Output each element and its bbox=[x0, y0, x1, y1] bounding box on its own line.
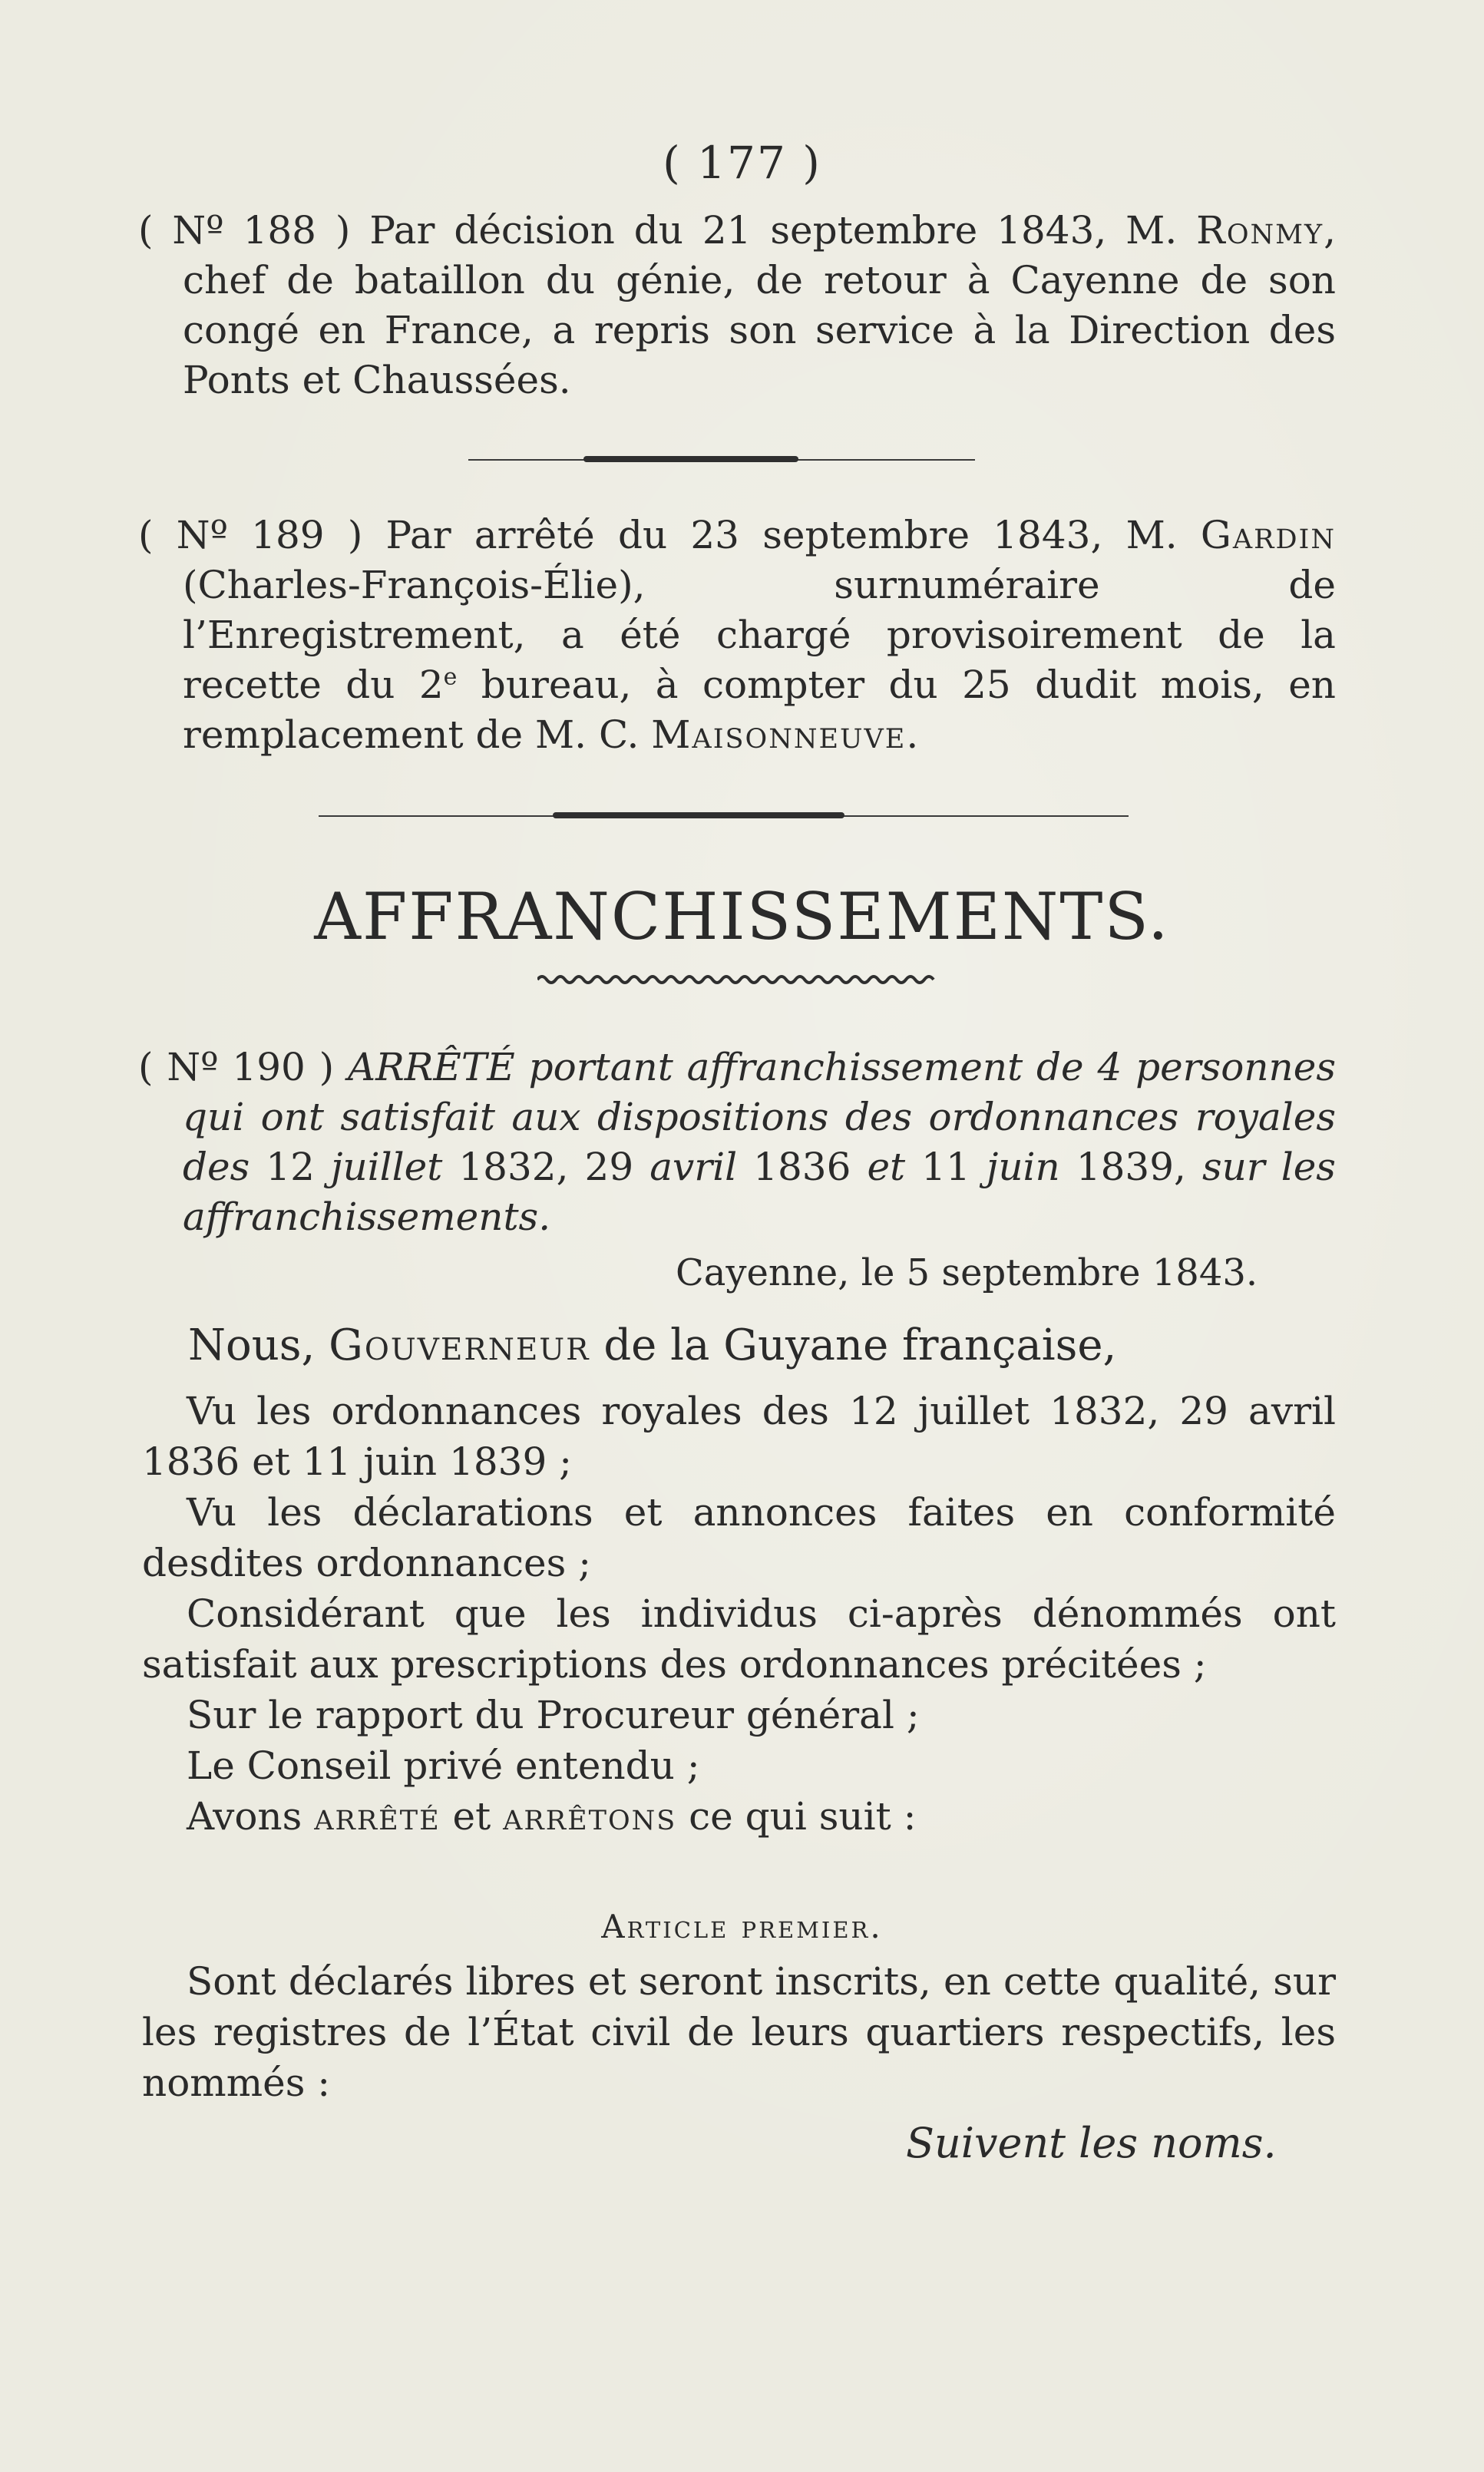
entry-number: ( Nº 190 ) bbox=[138, 1045, 335, 1089]
person-name: Maisonneuve bbox=[651, 712, 907, 757]
entry-text: (Charles-François-Élie), surnuméraire de l’Enregistrement, a été chargé provisoirement de la recette du 2 bbox=[183, 563, 1336, 707]
heading-text: juillet bbox=[330, 1145, 443, 1189]
paragraph-avons bbox=[142, 1791, 1336, 1842]
heading-text: 1839, bbox=[1059, 1145, 1202, 1189]
paragraph: Le Conseil privé entendu ; bbox=[187, 1743, 700, 1788]
paragraph: Sont déclarés libres et seront inscrits, en cette qualité, sur les registres de l’État civil de leurs quartiers respectifs, les nommés : bbox=[142, 1959, 1336, 2105]
paragraph: Vu les ordonnances royales des 12 juillet 1832, 29 avril 1836 et 11 juin 1839 ; bbox=[142, 1389, 1336, 1484]
paragraph: Sur le rapport du Procureur général ; bbox=[187, 1693, 920, 1737]
avons-text: Avons bbox=[187, 1794, 315, 1839]
avons-text: et bbox=[440, 1794, 504, 1839]
avons-text: ce qui suit : bbox=[676, 1794, 917, 1839]
person-name: Ronmy bbox=[1196, 208, 1324, 253]
divider-ornament bbox=[583, 456, 798, 462]
entry-text: bureau, à compter du 25 dudit mois, en remplacement de M. C. bbox=[183, 663, 1337, 757]
heading-text: 1832, 29 bbox=[442, 1145, 650, 1189]
entry-190-heading bbox=[138, 1043, 1336, 1242]
section-title: AFFRANCHISSEMENTS. bbox=[314, 879, 1170, 954]
avons-text: arrêté bbox=[314, 1794, 441, 1839]
heading-text: 12 bbox=[266, 1145, 331, 1189]
punctuation: . bbox=[906, 712, 919, 757]
closing-note: Suivent les noms. bbox=[906, 2119, 1277, 2167]
preamble-text: Nous, bbox=[188, 1320, 329, 1370]
entry-number: ( Nº 189 ) bbox=[138, 513, 363, 557]
divider-ornament bbox=[553, 812, 844, 818]
entry-text: Par arrêté du 23 septembre 1843, M. bbox=[385, 513, 1201, 557]
avons-text: arrêtons bbox=[503, 1794, 677, 1839]
heading-text: 1836 bbox=[737, 1145, 868, 1189]
entry-text: Par décision du 21 septembre 1843, M. bbox=[369, 208, 1197, 253]
superscript: e bbox=[443, 663, 458, 691]
page-number: ( 177 ) bbox=[663, 137, 821, 189]
heading-text: juin bbox=[986, 1145, 1060, 1189]
decree-body bbox=[142, 1386, 1336, 1842]
heading-text: 11 bbox=[905, 1145, 987, 1189]
article-heading: Article premier. bbox=[601, 1908, 883, 1945]
dateline: Cayenne, le 5 septembre 1843. bbox=[676, 1251, 1258, 1294]
entry-188 bbox=[138, 206, 1336, 405]
preamble-nous bbox=[188, 1320, 1116, 1370]
heading-text: ARRÊTÉ portant affranchissement de 4 personnes qui ont satisfait aux dispositions des ordonnances royales des bbox=[183, 1045, 1336, 1189]
wavy-divider bbox=[537, 973, 937, 986]
person-name: Gardin bbox=[1200, 513, 1336, 557]
entry-189 bbox=[138, 511, 1336, 760]
paragraph: Vu les déclarations et annonces faites en conformité desdites ordonnances ; bbox=[142, 1490, 1336, 1585]
heading-text: et bbox=[867, 1145, 906, 1189]
preamble-title: Gouverneur bbox=[329, 1320, 590, 1370]
paragraph: Considérant que les individus ci-après dénommés ont satisfait aux prescriptions des ordonnances précitées ; bbox=[142, 1591, 1336, 1687]
entry-number: ( Nº 188 ) bbox=[138, 208, 351, 253]
heading-text: sur les affranchissements. bbox=[183, 1145, 1336, 1239]
preamble-text: de la Guyane française, bbox=[590, 1320, 1117, 1370]
heading-text: avril bbox=[649, 1145, 738, 1189]
article-body bbox=[142, 1956, 1336, 2108]
entry-text: , chef de bataillon du génie, de retour à Cayenne de son congé en France, a repris son service à la Direction des Ponts et Chaussées. bbox=[183, 208, 1336, 402]
